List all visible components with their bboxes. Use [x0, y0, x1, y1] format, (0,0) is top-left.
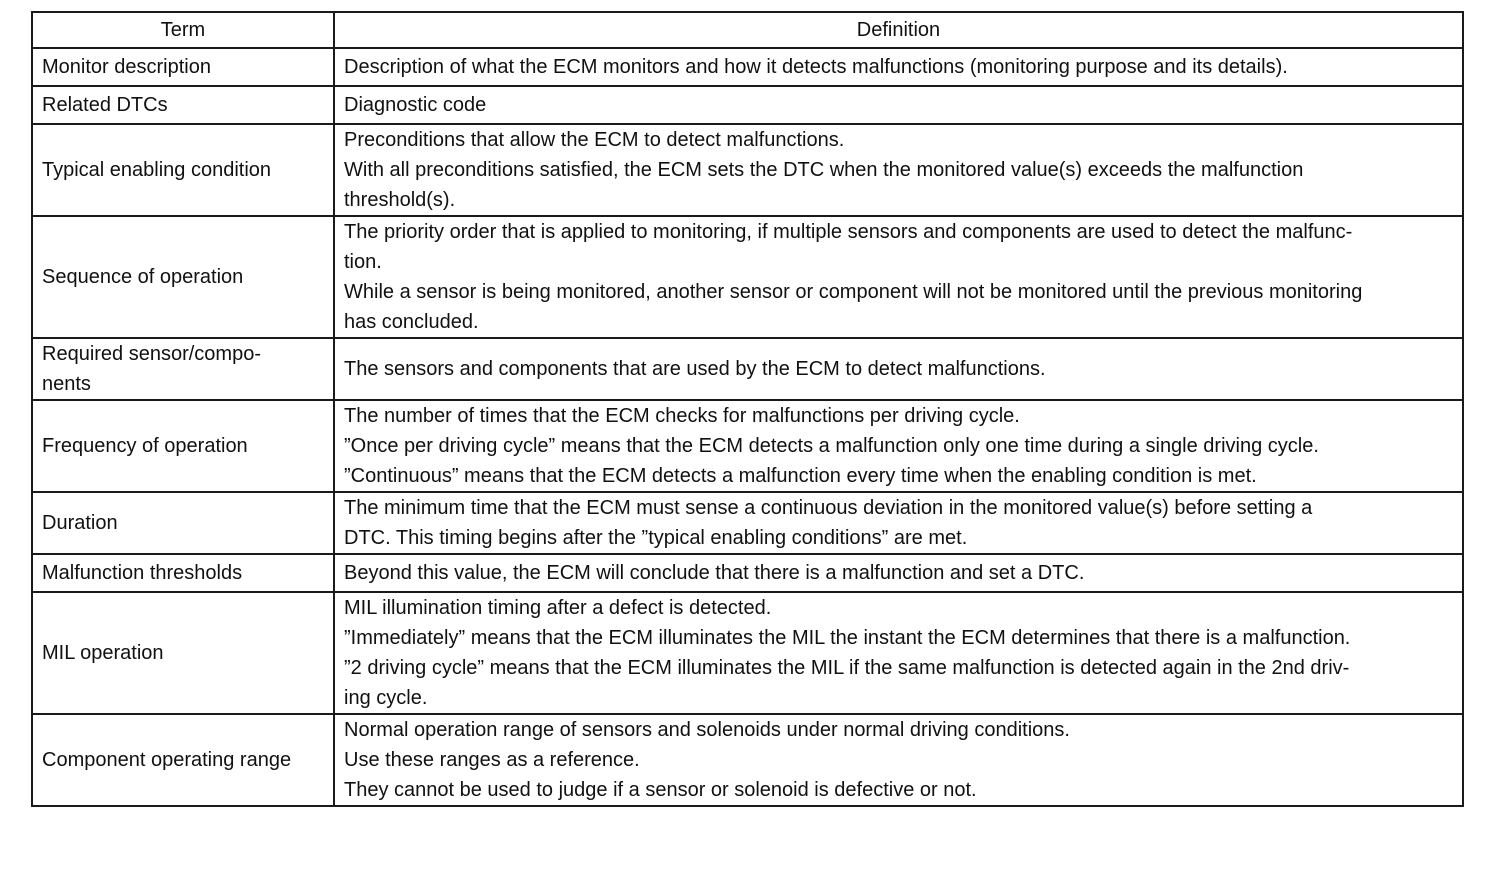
terms-definition-table	[31, 11, 1464, 807]
definition-line: The number of times that the ECM checks for malfunctions per driving cycle.	[344, 405, 1020, 427]
term-cell	[32, 714, 334, 806]
definition-line: Beyond this value, the ECM will conclude that there is a malfunction and set a DTC.	[344, 562, 1085, 584]
term-line: Component operating range	[42, 749, 292, 771]
table-row	[32, 400, 1463, 492]
definition-line: While a sensor is being monitored, another sensor or component will not be monitored until the previous monitoring	[344, 281, 1363, 303]
definition-line: The sensors and components that are used by the ECM to detect malfunctions.	[344, 358, 1046, 380]
definition-cell	[334, 216, 1463, 338]
table-row	[32, 554, 1463, 592]
definition-line: Preconditions that allow the ECM to detect malfunctions.	[344, 129, 845, 151]
definition-cell	[334, 492, 1463, 554]
definition-line: ”Immediately” means that the ECM illuminates the MIL the instant the ECM determines that there is a malfunction.	[344, 627, 1351, 649]
term-cell	[32, 492, 334, 554]
term-line: MIL operation	[42, 642, 164, 664]
definition-cell	[334, 86, 1463, 124]
definition-line: ”Continuous” means that the ECM detects a malfunction every time when the enabling condition is met.	[344, 465, 1257, 487]
term-line: Malfunction thresholds	[42, 562, 243, 584]
table-row	[32, 714, 1463, 806]
definition-line: has concluded.	[344, 311, 479, 333]
term-line: Monitor description	[42, 56, 211, 78]
definition-cell	[334, 338, 1463, 400]
definition-line: tion.	[344, 251, 382, 273]
term-line: Related DTCs	[42, 94, 168, 116]
term-cell	[32, 86, 334, 124]
table-row	[32, 492, 1463, 554]
term-cell	[32, 554, 334, 592]
definition-line: ”2 driving cycle” means that the ECM illuminates the MIL if the same malfunction is detected again in the 2nd driv-	[344, 657, 1350, 679]
header-term: Term	[32, 12, 334, 48]
term-line: Frequency of operation	[42, 435, 248, 457]
term-line: Required sensor/compo-	[42, 343, 261, 365]
definition-line: They cannot be used to judge if a sensor or solenoid is defective or not.	[344, 779, 977, 801]
table-header-row	[32, 12, 1463, 48]
definition-line: Use these ranges as a reference.	[344, 749, 640, 771]
term-cell	[32, 400, 334, 492]
definition-cell	[334, 714, 1463, 806]
term-line: Typical enabling condition	[42, 159, 272, 181]
term-line: Duration	[42, 512, 118, 534]
definition-cell	[334, 124, 1463, 216]
table-row	[32, 338, 1463, 400]
term-cell	[32, 338, 334, 400]
definition-line: With all preconditions satisfied, the ECM sets the DTC when the monitored value(s) exceeds the malfunction	[344, 159, 1304, 181]
term-cell	[32, 592, 334, 714]
table-row	[32, 48, 1463, 86]
term-cell	[32, 216, 334, 338]
table-row	[32, 86, 1463, 124]
term-cell	[32, 48, 334, 86]
definition-cell	[334, 592, 1463, 714]
definition-line: Normal operation range of sensors and solenoids under normal driving conditions.	[344, 719, 1070, 741]
definition-cell	[334, 48, 1463, 86]
definition-line: ing cycle.	[344, 687, 428, 709]
definition-cell	[334, 400, 1463, 492]
definition-line: Description of what the ECM monitors and how it detects malfunctions (monitoring purpose and its details).	[344, 56, 1288, 78]
term-cell	[32, 124, 334, 216]
definition-line: DTC. This timing begins after the ”typical enabling conditions” are met.	[344, 527, 968, 549]
definition-line: The priority order that is applied to monitoring, if multiple sensors and components are used to detect the malfunc-	[344, 221, 1353, 243]
table-row	[32, 592, 1463, 714]
definition-line: Diagnostic code	[344, 94, 487, 116]
term-line: Sequence of operation	[42, 266, 244, 288]
table-row	[32, 124, 1463, 216]
definition-line: The minimum time that the ECM must sense a continuous deviation in the monitored value(s) before setting a	[344, 497, 1313, 519]
header-definition: Definition	[334, 12, 1463, 48]
definition-line: threshold(s).	[344, 189, 456, 211]
term-line: nents	[42, 373, 91, 395]
definition-line: ”Once per driving cycle” means that the ECM detects a malfunction only one time during a single driving cycle.	[344, 435, 1319, 457]
definition-line: MIL illumination timing after a defect is detected.	[344, 597, 772, 619]
table-row	[32, 216, 1463, 338]
definition-cell	[334, 554, 1463, 592]
